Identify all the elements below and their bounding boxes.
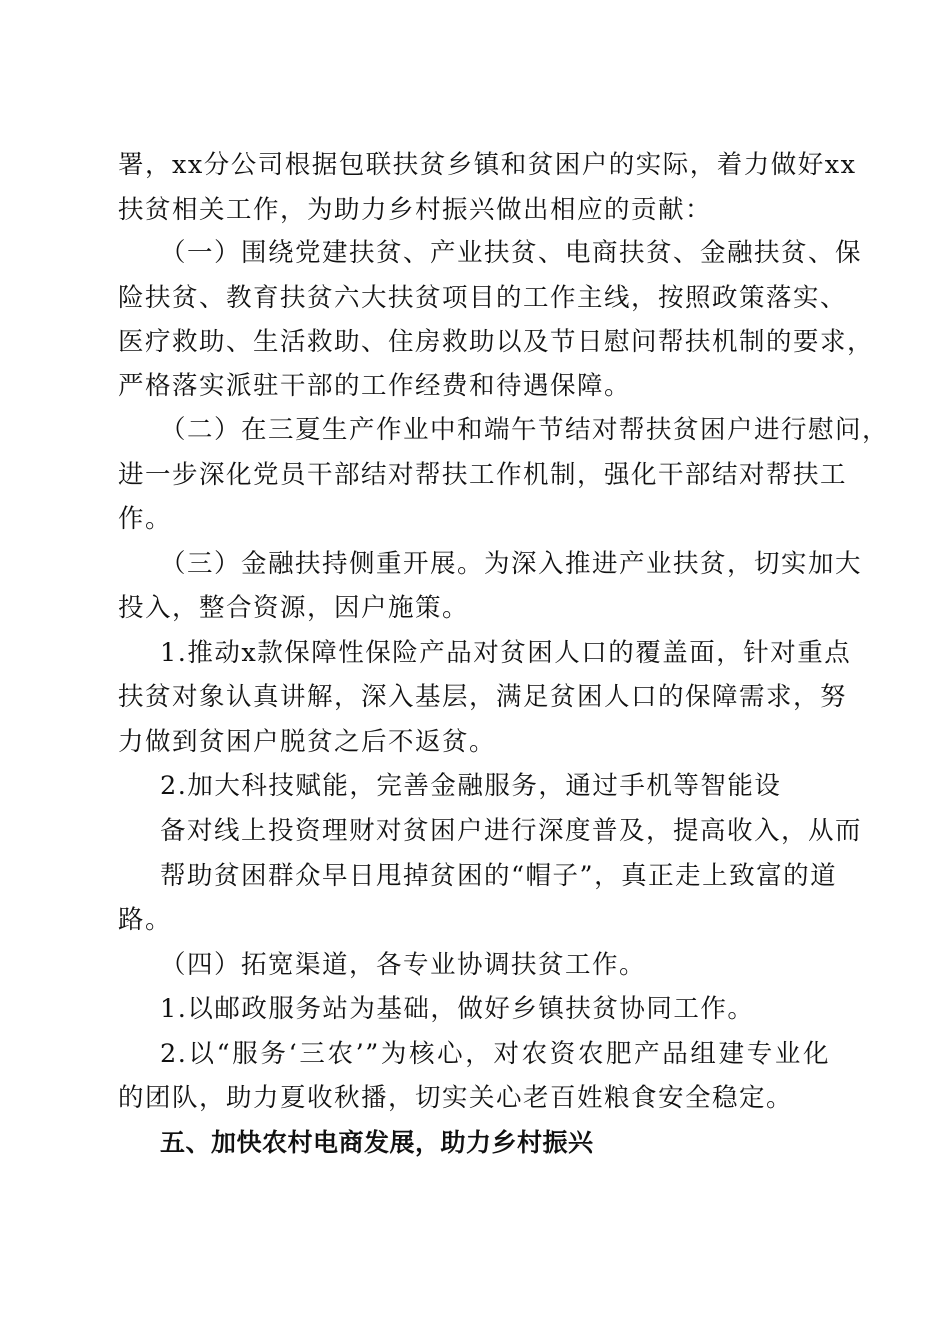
paragraph-line: 扶贫对象认真讲解，深入基层，满足贫困人口的保障需求，努 — [118, 682, 848, 712]
paragraph-line: 的团队，助力夏收秋播，切实关心老百姓粮食安全稳定。 — [118, 1083, 794, 1113]
paragraph-line: 2.以“服务‘三农’”为核心，对农资农肥产品组建专业化 — [160, 1039, 830, 1069]
paragraph-line: 路。 — [118, 905, 173, 935]
paragraph-line: 备对线上投资理财对贫困户进行深度普及，提高收入，从而 — [160, 816, 863, 846]
paragraph-line: 严格落实派驻干部的工作经费和待遇保障。 — [118, 371, 632, 401]
paragraph-line: 署，xx分公司根据包联扶贫乡镇和贫困户的实际，着力做好xx — [118, 150, 857, 180]
paragraph-line: 2.加大科技赋能，完善金融服务，通过手机等智能设 — [160, 771, 782, 801]
paragraph-line: 作。 — [118, 504, 173, 534]
section-heading: 五、加快农村电商发展，助力乡村振兴 — [160, 1128, 594, 1157]
paragraph-line: 1.以邮政服务站为基础，做好乡镇扶贫协同工作。 — [160, 994, 755, 1024]
paragraph-line: （一）围绕党建扶贫、产业扶贫、电商扶贫、金融扶贫、保 — [160, 238, 863, 268]
paragraph-line: 帮助贫困群众早日甩掉贫困的“帽子”，真正走上致富的道 — [160, 861, 838, 891]
paragraph-line: 医疗救助、生活救助、住房救助以及节日慰问帮扶机制的要求， — [118, 327, 875, 357]
paragraph-line: （二）在三夏生产作业中和端午节结对帮扶贫困户进行慰问， — [160, 415, 890, 445]
paragraph-line: （三）金融扶持侧重开展。为深入推进产业扶贫，切实加大 — [160, 549, 863, 579]
paragraph-line: 扶贫相关工作，为助力乡村振兴做出相应的贡献： — [118, 195, 713, 225]
paragraph-line: （四）拓宽渠道，各专业协调扶贫工作。 — [160, 950, 647, 980]
paragraph-line: 投入，整合资源，因户施策。 — [118, 593, 470, 623]
paragraph-line: 1.推动x款保障性保险产品对贫困人口的覆盖面，针对重点 — [160, 638, 852, 668]
paragraph-line: 险扶贫、教育扶贫六大扶贫项目的工作主线，按照政策落实、 — [118, 283, 848, 313]
paragraph-line: 进一步深化党员干部结对帮扶工作机制，强化干部结对帮扶工 — [118, 460, 848, 490]
paragraph-line: 力做到贫困户脱贫之后不返贫。 — [118, 727, 497, 757]
